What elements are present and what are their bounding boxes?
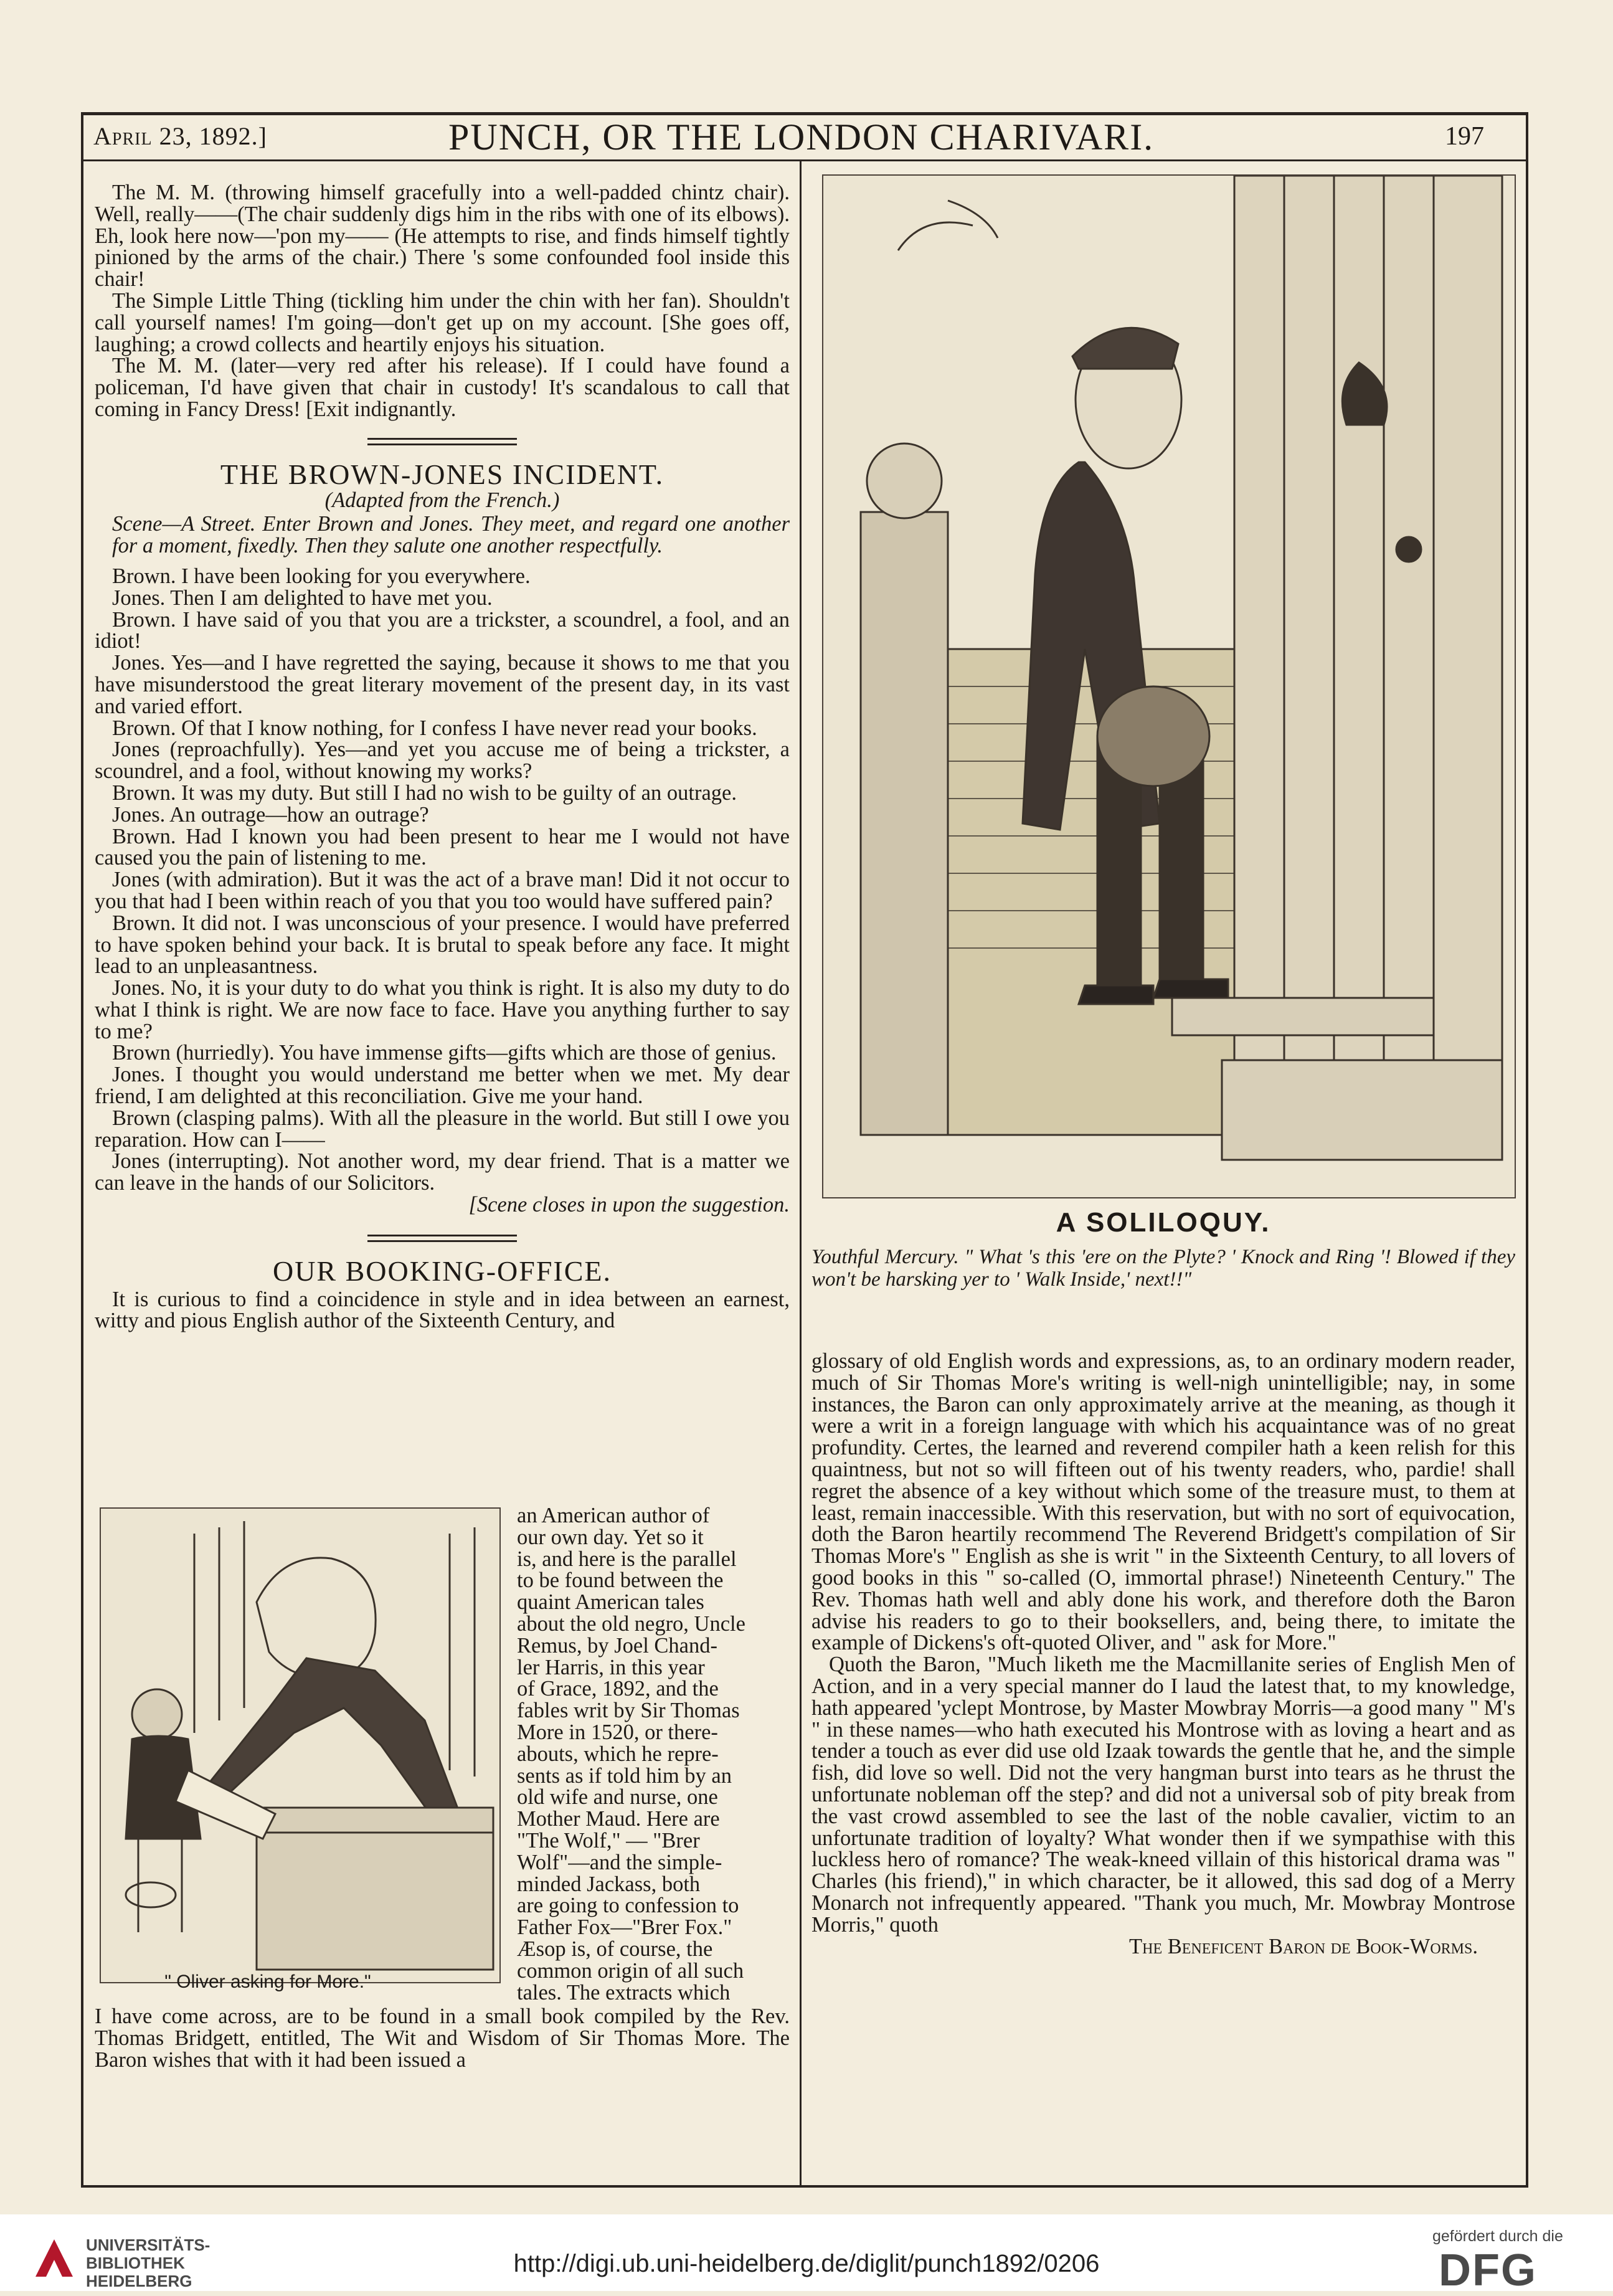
left-column-top: [95, 182, 790, 1332]
masthead-title: PUNCH, OR THE LONDON CHARIVARI.: [448, 116, 1155, 158]
dialogue-line: Brown. It was my duty. But still I had no wish to be guilty of an outrage.: [112, 780, 737, 805]
dialogue-line: Jones. No, it is your duty to do what you think is right. It is also my duty to do what I think is right. We are now face to face. Have you anything further to say to me?: [95, 976, 790, 1043]
booking-office-first-line: It is curious to find a coincidence in style and in idea between an earnest, witty and pious English author of the Sixteenth Century, and: [95, 1287, 790, 1333]
funded-by-text: gefördert durch die: [1432, 2227, 1563, 2245]
wrapped-line: about the old negro, Uncle: [517, 1611, 745, 1636]
dialogue-line: Brown. I have said of you that you are a trickster, a scoundrel, a fool, and an idiot!: [95, 607, 790, 653]
dialogue-line: Jones. Then I am delighted to have met you.: [112, 586, 493, 610]
wrapped-line: tales. The extracts which: [517, 1980, 731, 2004]
dialogue-line: Brown. Of that I know nothing, for I confess I have never read your books.: [112, 716, 757, 740]
dialogue-line: Jones (with admiration). But it was the act of a brave man! Did it not occur to you that had I been within reach of you that you too would have suffered pain?: [95, 868, 790, 913]
booking-office-heading: OUR BOOKING-OFFICE.: [272, 1255, 612, 1287]
wrapped-line: are going to confession to: [517, 1894, 739, 1918]
oliver-caption: " Oliver asking for More.": [164, 1971, 371, 1992]
intro-paragraph: The Simple Little Thing (tickling him under the chin with her fan). Shouldn't call yourself names! I'm going—don't get up on my account. [She goes off, laughing; a crowd collects and heartily enjoys his situation.: [95, 288, 790, 356]
wrapped-line: sents as if told him by an: [517, 1763, 732, 1788]
wrapped-line: minded Jackass, both: [517, 1872, 701, 1896]
wrapped-line: fables writ by Sir Thomas: [517, 1699, 740, 1723]
library-line: BIBLIOTHEK: [86, 2254, 185, 2272]
dialogue-line: Jones. An outrage—how an outrage?: [112, 802, 429, 827]
column-separator: [800, 159, 802, 2185]
wrapped-line: of Grace, 1892, and the: [517, 1677, 719, 1701]
dialogue-line: Brown. I have been looking for you everywhere.: [112, 564, 531, 588]
wrapped-line: quaint American tales: [517, 1590, 704, 1615]
booking-office-wrapped-text: [517, 1505, 790, 2003]
wrapped-line: old wife and nurse, one: [517, 1785, 718, 1810]
oliver-engraving: [101, 1509, 499, 1982]
booking-office-tail-text: I have come across, are to be found in a small book compiled by the Rev. Thomas Bridgett, entitled, The Wit and Wisdom of Sir Thomas More. The Baron wishes that with it had been issued a: [95, 2004, 790, 2072]
soliloquy-engraving: [823, 176, 1515, 1197]
intro-paragraph: The M. M. (throwing himself gracefully into a well-padded chintz chair). Well, really——(The chair suddenly digs him in the ribs with one of its elbows). Eh, look here now—'pon my—— (He attempts to rise, and finds himself tightly pinioned by the arms of the chair.) There 's some confounded fool inside this chair!: [95, 181, 790, 292]
dialogue-line: Jones (reproachfully). Yes—and yet you accuse me of being a trickster, a scoundrel, and a fool, without knowing my works?: [95, 738, 790, 784]
review-paragraph: glossary of old English words and expressions, as, to an ordinary modern reader, much of Sir Thomas More's writing is well-nigh unintelligible; nay, in some instances, the Baron can only approximately arrive at the meaning, as though it were a writ in a foreign language with which his acquaintance was of no great profundity. Certes, the learned and reverend compiler hath a keen relish for this quaintness, but not so will fifteen out of his twenty readers, who, pardie! shall regret the absence of a key without which some of the treasure must, to them at least, remain inaccessible. With this reservation, but with no sort of equivocation, doth the Baron heartily recommend The Reverend Bridgett's compilation of Sir Thomas More's " English as she is writ " in the Sixteenth Century, to all lovers of good books in this " so-called (O, immortal phrase!) Nineteenth Century." The Rev. Thomas hath well and ably done his work, and therefore doth the Baron advise his readers to go to their booksellers, and, being there, to imitate the example of Dickens's oft-quoted Oliver, and " ask for More.": [811, 1349, 1515, 1655]
soliloquy-cartoon: [822, 174, 1516, 1198]
signature: The Beneficent Baron de Book-Worms.: [1129, 1934, 1478, 1958]
scene-direction: Scene—A Street. Enter Brown and Jones. They meet, and regard one another for a moment, fixedly. Then they salute one another respectfully.: [112, 512, 790, 558]
booking-office-tail: [95, 2006, 790, 2071]
header-top-rule: [81, 112, 1526, 115]
wrapped-line: More in 1520, or there-: [517, 1720, 718, 1744]
wrapped-line: Father Fox—"Brer Fox.": [517, 1915, 732, 1940]
brown-jones-heading: THE BROWN-JONES INCIDENT.: [220, 458, 665, 490]
library-line: HEIDELBERG: [86, 2272, 192, 2290]
header-date: April 23, 1892.]: [93, 122, 267, 150]
section-divider: [367, 1235, 517, 1242]
wrapped-line: Remus, by Joel Chand-: [517, 1633, 717, 1658]
dialogue-line: Brown. It did not. I was unconscious of your presence. I would have preferred to have spoken behind your back. It is brutal to speak before any face. It might lead to an unpleasantness.: [95, 911, 790, 979]
cartoon-title: A SOLILOQUY.: [1056, 1207, 1271, 1238]
dialogue-line: Jones (interrupting). Not another word, my dear friend. That is a matter we can leave in the hands of our Solicitors.: [95, 1149, 790, 1195]
dialogue-line: Jones. I thought you would understand me better when we met. My dear friend, I am delighted at this reconciliation. Give me your hand.: [95, 1063, 790, 1109]
dialogue-line: Brown. Had I known you had been present to hear me I would not have caused you the pain of listening to me.: [95, 824, 790, 870]
wrapped-line: to be found between the: [517, 1568, 724, 1593]
intro-paragraph: The M. M. (later—very red after his release). If I could have found a policeman, I'd have given that chair in custody! It's scandalous to call that coming in Fancy Dress! [Exit indignantly.: [95, 354, 790, 421]
page-number: 197: [1445, 122, 1484, 151]
right-column-body: [811, 1350, 1515, 1957]
wrapped-line: Wolf"—and the simple-: [517, 1850, 722, 1874]
review-paragraph: Quoth the Baron, "Much liketh me the Macmillanite series of English Men of Action, and in a very special manner do I laud the latest that, to my knowledge, hath appeared 'yclept Montrose, by Master Mowbray Morris—a good many " M's " in these names—who hath executed his Montrose with as loving a heart and as tender a touch as ever did use old Izaak towards the gentle that he, and the simple fish, did love so well. Did not the very hangman burst into tears as he thrust the unfortunate nobleman off the step? and did not a universal sob of pity break from the vast crowd assembled to see the last of the noble cavalier, victim to an unfortunate tradition of loyalty? What wonder then if we sympathise with this luckless hero of romance? The weak-kneed villain of this historical drama was " Charles (his friend)," in which character, be it allowed, this sad dog of a Merry Monarch not infrequently appeared. "Thank you much, Mr. Mowbray Montrose Morris," quoth: [811, 1653, 1515, 1937]
frame-right-rule: [1526, 112, 1528, 2186]
wrapped-line: our own day. Yet so it: [517, 1525, 704, 1549]
dialogue-line: Jones. Yes—and I have regretted the saying, because it shows to me that you have misunderstood the great literary movement of the present day, in its vast and varied effort.: [95, 651, 790, 718]
section-divider: [367, 438, 517, 445]
wrapped-line: ler Harris, in this year: [517, 1655, 705, 1679]
source-url-link[interactable]: http://digi.ub.uni-heidelberg.de/diglit/punch1892/0206: [513, 2250, 1100, 2277]
scene-closing: [Scene closes in upon the suggestion.: [468, 1193, 790, 1217]
dialogue-line: Brown (clasping palms). With all the pleasure in the world. But still I owe you reparation. How can I——: [95, 1106, 790, 1152]
wrapped-line: abouts, which he repre-: [517, 1742, 719, 1766]
wrapped-line: Mother Maud. Here are: [517, 1807, 720, 1831]
wrapped-line: common origin of all such: [517, 1958, 744, 1983]
dialogue-line: Brown (hurriedly). You have immense gifts—gifts which are those of genius.: [112, 1041, 777, 1065]
cartoon-caption: Youthful Mercury. " What 's this 'ere on the Plyte? ' Knock and Ring '! Blowed if they won't be harsking yer to ' Walk Inside,' next!!": [811, 1246, 1515, 1291]
wrapped-line: "The Wolf," — "Brer: [517, 1828, 700, 1852]
frame-bottom-rule: [81, 2185, 1528, 2188]
wrapped-line: Æsop is, of course, the: [517, 1937, 713, 1961]
brown-jones-subheading: (Adapted from the French.): [324, 488, 560, 512]
header-bottom-rule: [81, 159, 1526, 161]
library-line: UNIVERSITÄTS-: [86, 2236, 210, 2254]
dfg-logo: DFG: [1439, 2246, 1537, 2295]
oliver-illustration: [100, 1507, 501, 1983]
wrapped-line: is, and here is the parallel: [517, 1547, 737, 1571]
wrapped-line: an American author of: [517, 1504, 710, 1527]
frame-left-rule: [81, 112, 83, 2186]
